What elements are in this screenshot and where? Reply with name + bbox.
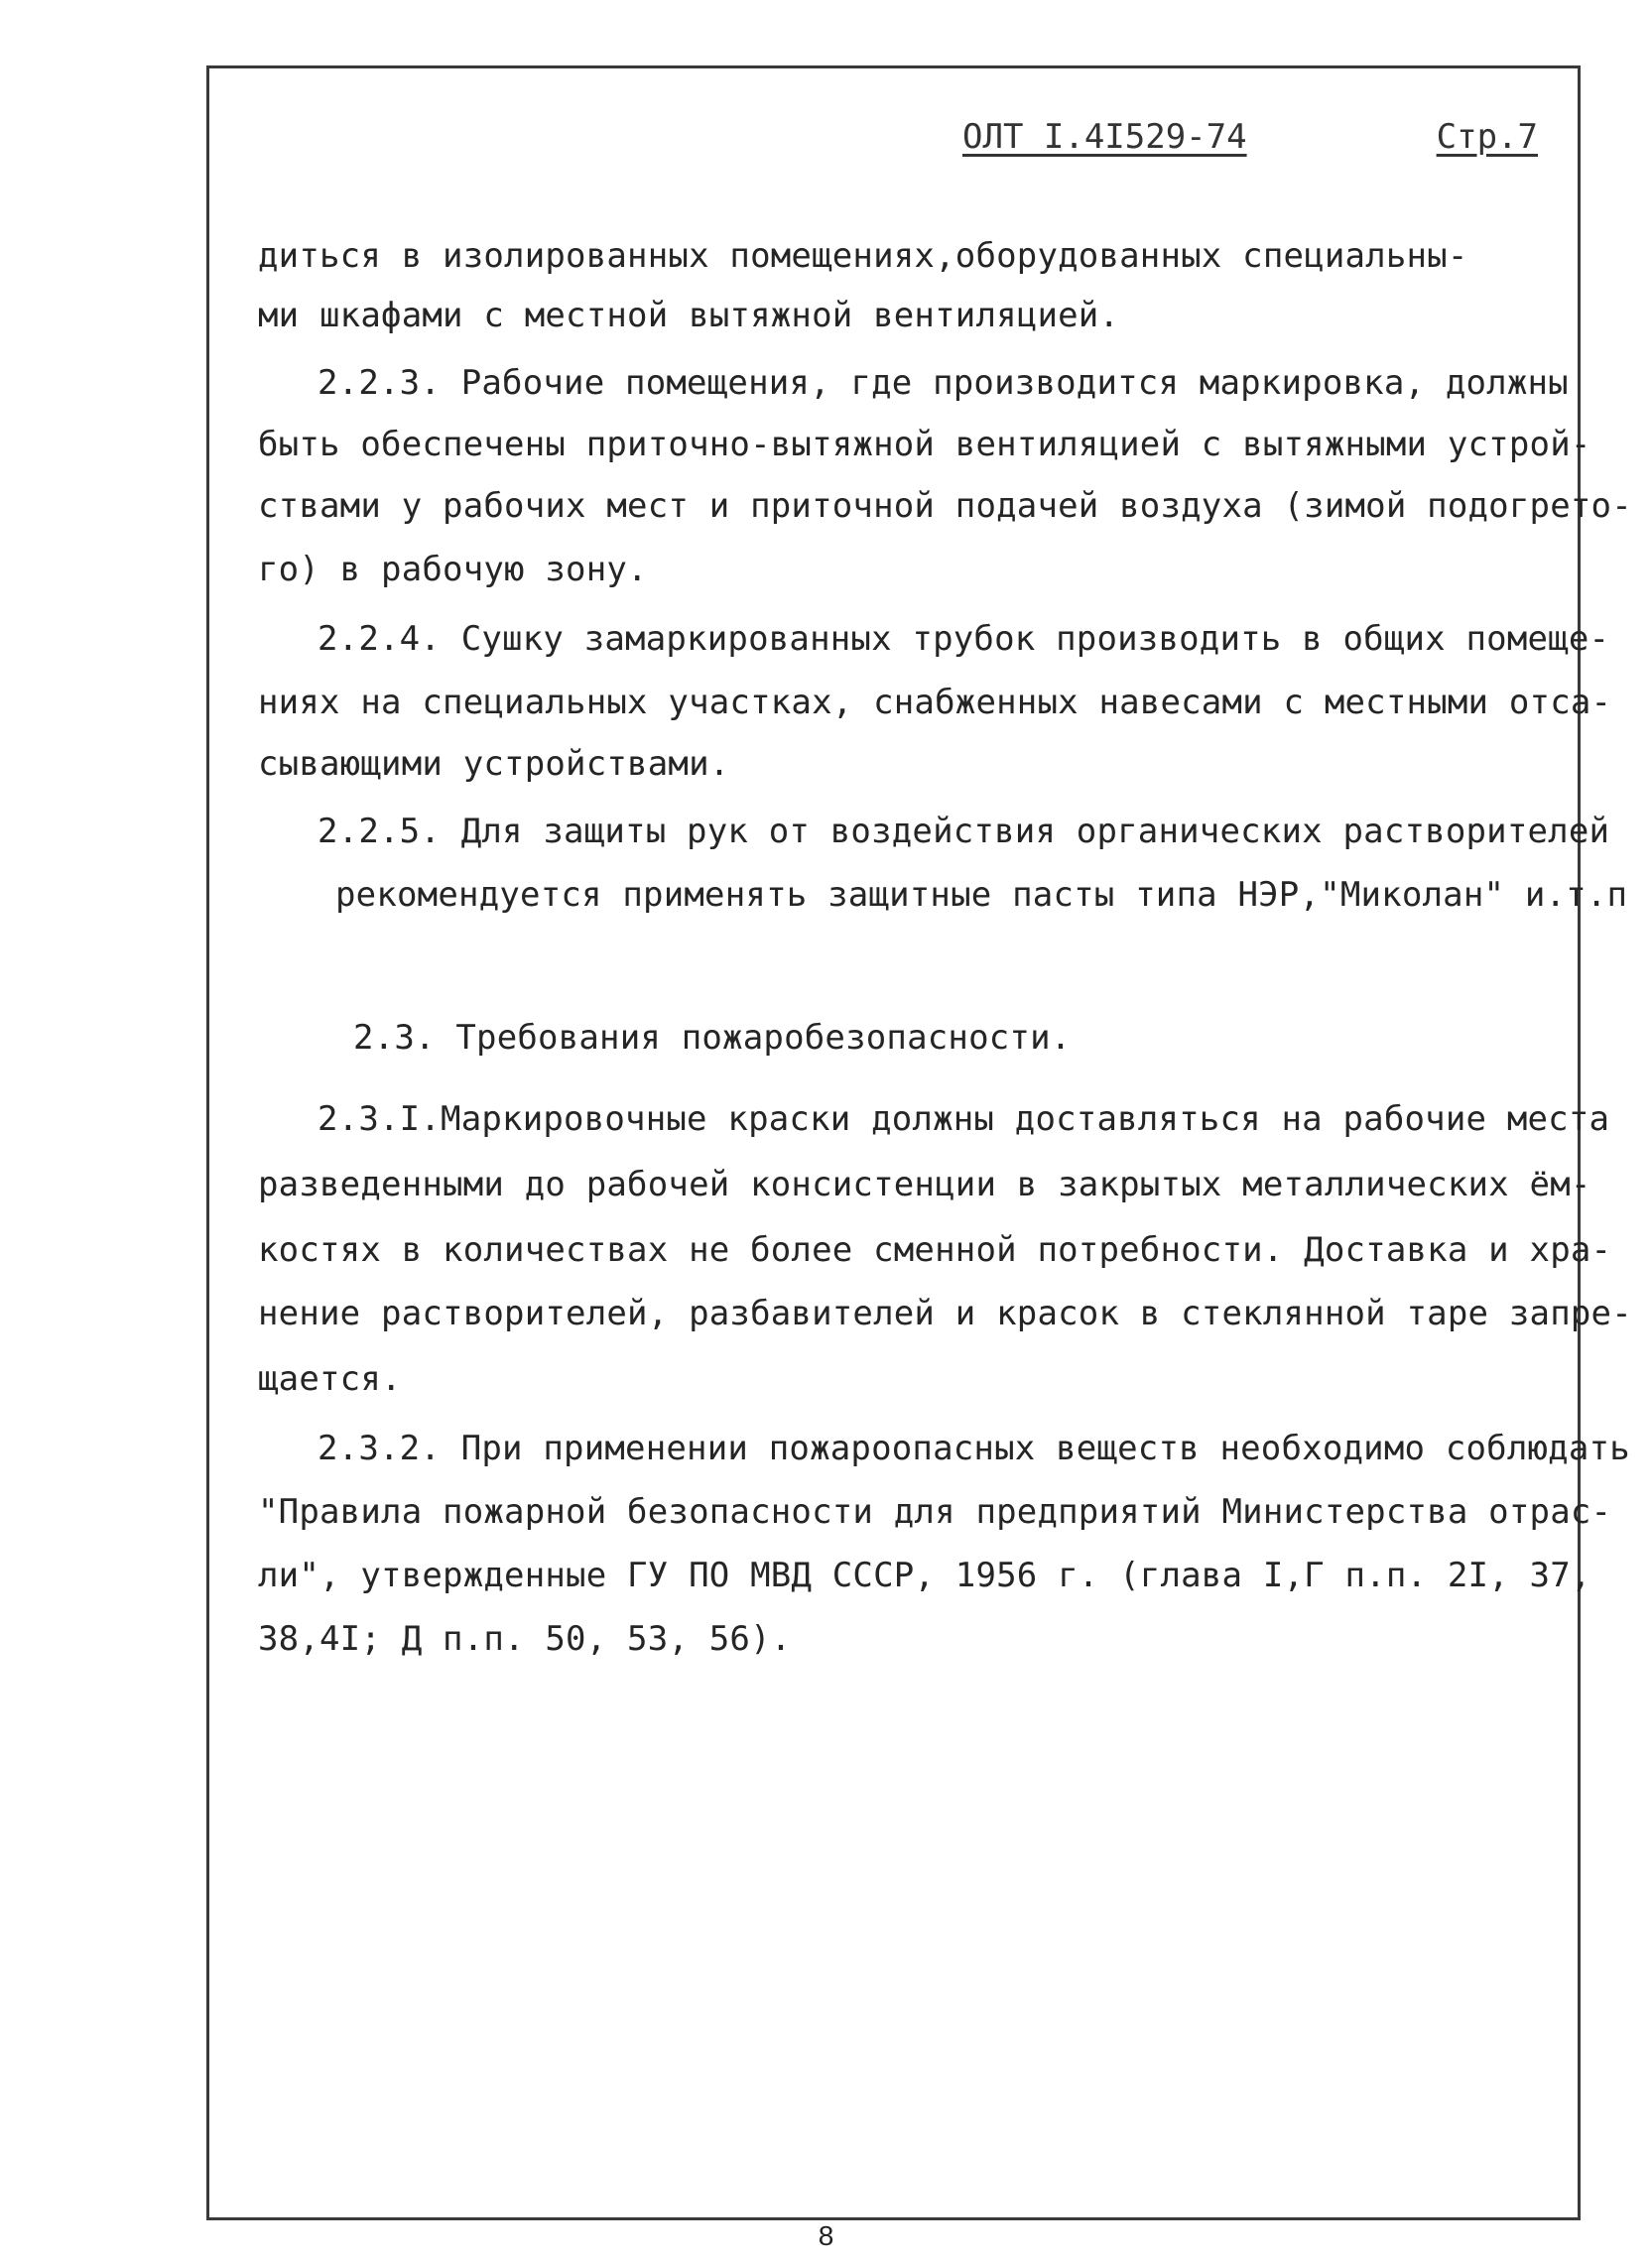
body-line: 38,4I; Д п.п. 50, 53, 56). <box>258 1619 792 1659</box>
body-line: 2.2.3. Рабочие помещения, где производится маркировка, должны <box>318 363 1569 403</box>
body-line: рекомендуется применять защитные пасты типа НЭР,"Миколан" и.т.п <box>335 875 1628 915</box>
body-line: 2.2.4. Сушку замаркированных трубок производить в общих помеще- <box>318 619 1610 659</box>
body-line: го) в рабочую зону. <box>258 550 648 589</box>
body-line: ли", утвержденные ГУ ПО МВД СССР, 1956 г. (глава I,Г п.п. 2I, 37, <box>258 1556 1591 1595</box>
page-number: 8 <box>818 2220 834 2251</box>
body-line: ствами у рабочих мест и приточной подачей воздуха (зимой подогрето- <box>258 486 1632 526</box>
page-header <box>962 117 1548 167</box>
body-line: ниях на специальных участках, снабженных навесами с местными отса- <box>258 683 1612 722</box>
document-code: ОЛТ I.4I529-74 <box>962 117 1247 157</box>
body-line: 2.2.5. Для защиты рук от воздействия органических растворителей <box>318 812 1610 851</box>
body-line: щается. <box>258 1359 402 1399</box>
body-line: разведенными до рабочей консистенции в закрытых металлических ём- <box>258 1165 1591 1204</box>
body-line: "Правила пожарной безопасности для предприятий Министерства отрас- <box>258 1492 1612 1532</box>
body-line: 2.3.I.Маркировочные краски должны доставляться на рабочие места <box>318 1099 1610 1139</box>
section-heading: 2.3. Требования пожаробезопасности. <box>353 1018 1072 1058</box>
body-line: сывающими устройствами. <box>258 744 730 784</box>
body-line: диться в изолированных помещениях,оборудованных специальны- <box>258 236 1468 276</box>
body-line: быть обеспечены приточно-вытяжной вентиляцией с вытяжными устрой- <box>258 425 1591 464</box>
body-line: 2.3.2. При применении пожароопасных веществ необходимо соблюдать <box>318 1429 1630 1468</box>
sheet-page-label: Стр.7 <box>1436 117 1538 157</box>
body-line: ми шкафами с местной вытяжной вентиляцией. <box>258 296 1120 335</box>
body-line: нение растворителей, разбавителей и красок в стеклянной таре запре- <box>258 1294 1632 1333</box>
body-line: костях в количествах не более сменной потребности. Доставка и хра- <box>258 1230 1612 1270</box>
